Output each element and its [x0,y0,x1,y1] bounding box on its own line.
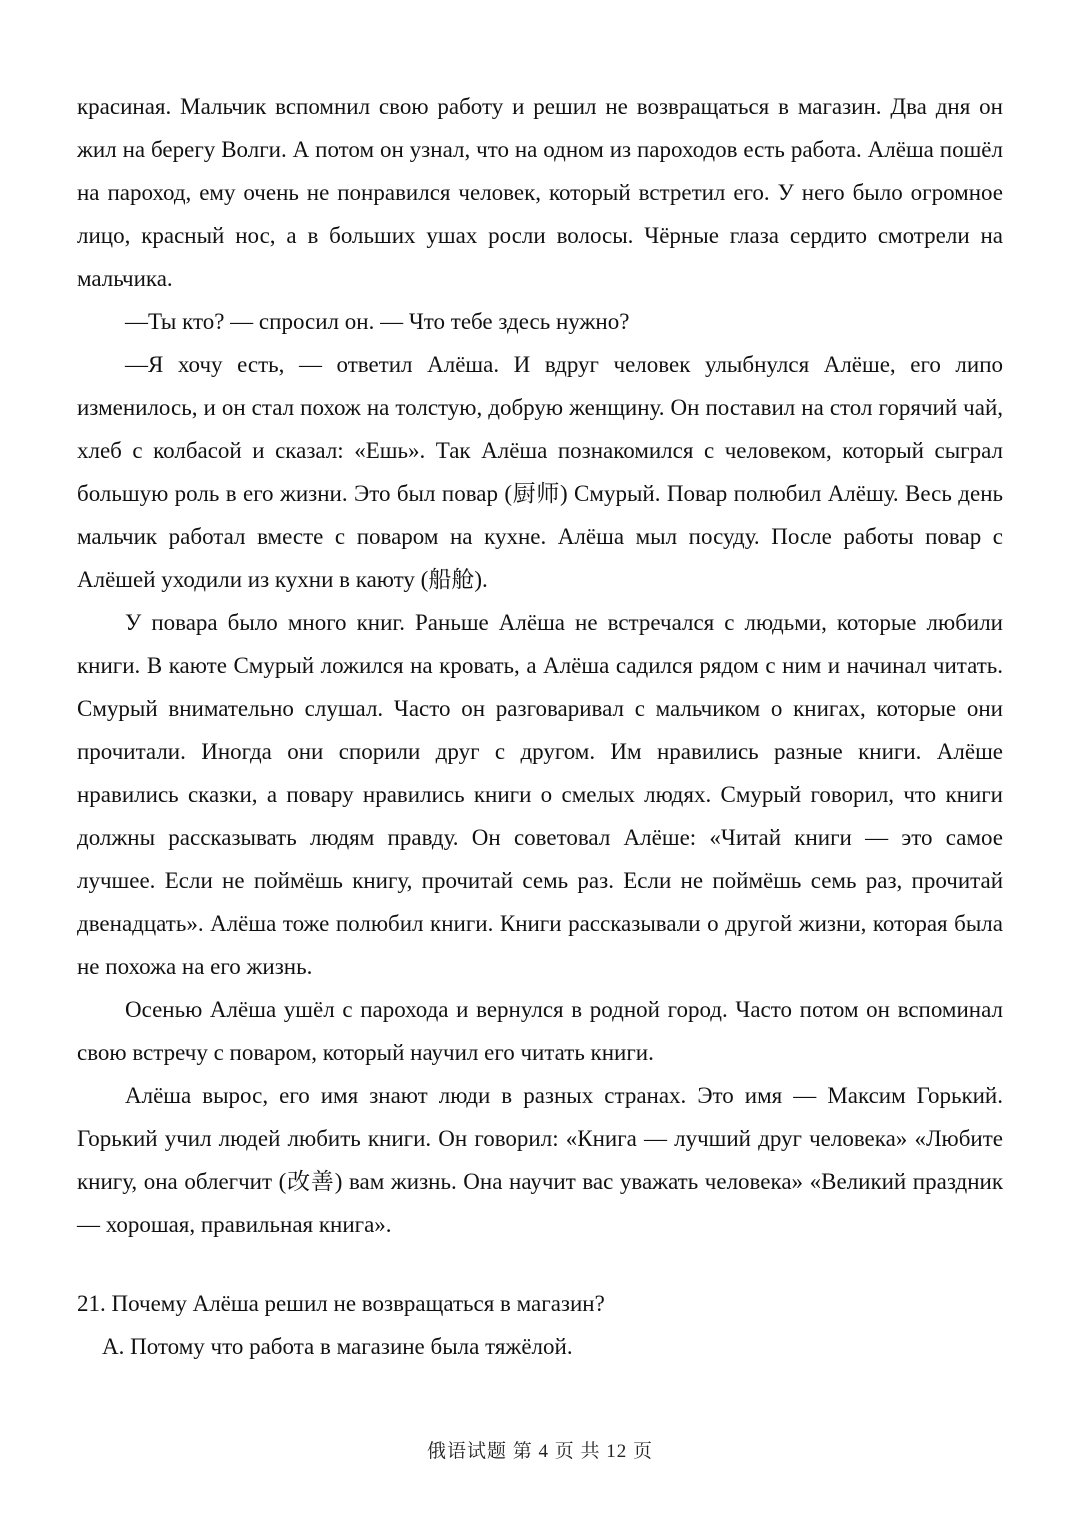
passage-paragraph-2: —Ты кто? — спросил он. — Что тебе здесь нужно? [125,309,630,334]
page-footer: 俄语试题 第 4 页 共 12 页 [426,1441,653,1462]
spacer [77,1246,1003,1282]
passage-paragraph-4: У повара было много книг. Раньше Алёша не встречался с людьми, которые любили книги. В каюте Смурый ложился на кровать, а Алёша садился рядом с ним и начинал читать. Смурый внимательно слушал. Часто он разговаривал с мальчиком о книгах, которые они прочитали. Иногда они спорили друг с другом. Им нравились разные книги. Алёше нравились сказки, а повару нравились книги о смелых людях. Смурый говорил, что книги должны рассказывать людям правду. Он советовал Алёше: «Читай книги — это самое лучшее. Если не поймёшь книгу, прочитай семь раз. Если не поймёшь семь раз, прочитай двенадцать». Алёша тоже полюбил книги. Книги рассказывали о другой жизни, которая была не похожа на его жизнь. [77,610,1003,979]
question-21: 21. Почему Алёша решил не возвращаться в магазин? [77,1291,605,1316]
passage-paragraph-6: Алёша вырос, его имя знают люди в разных странах. Это имя — Максим Горький. Горький учил людей любить книги. Он говорил: «Книга — лучший друг человека» «Любите книгу, она облегчит (改善) вам жизнь. Она научит вас уважать человека» «Великий праздник — хорошая, правильная книга». [77,1083,1003,1237]
reading-passage [77,85,1003,1368]
passage-paragraph-5: Осенью Алёша ушёл с парохода и вернулся в родной город. Часто потом он вспоминал свою встречу с поваром, который научил его читать книги. [77,997,1003,1065]
question-21-option-a: A. Потому что работа в магазине была тяжёлой. [102,1334,573,1359]
passage-paragraph-1: красиная. Мальчик вспомнил свою работу и решил не возвращаться в магазин. Два дня он жил на берегу Волги. А потом он узнал, что на одном из пароходов есть работа. Алёша пошёл на пароход, ему очень не понравился человек, который встретил его. У него было огромное лицо, красный нос, а в больших ушах росли волосы. Чёрные глаза сердито смотрели на мальчика. [77,94,1003,291]
passage-paragraph-3: —Я хочу есть, — ответил Алёша. И вдруг человек улыбнулся Алёше, его липо изменилось, и он стал похож на толстую, добрую женщину. Он поставил на стол горячий чай, хлеб с колбасой и сказал: «Ешь». Так Алёша познакомился с человеком, который сыграл большую роль в его жизни. Это был повар (厨师) Смурый. Повар полюбил Алёшу. Весь день мальчик работал вместе с поваром на кухне. Алёша мыл посуду. После работы повар с Алёшей уходили из кухни в каюту (船舱). [77,352,1003,592]
